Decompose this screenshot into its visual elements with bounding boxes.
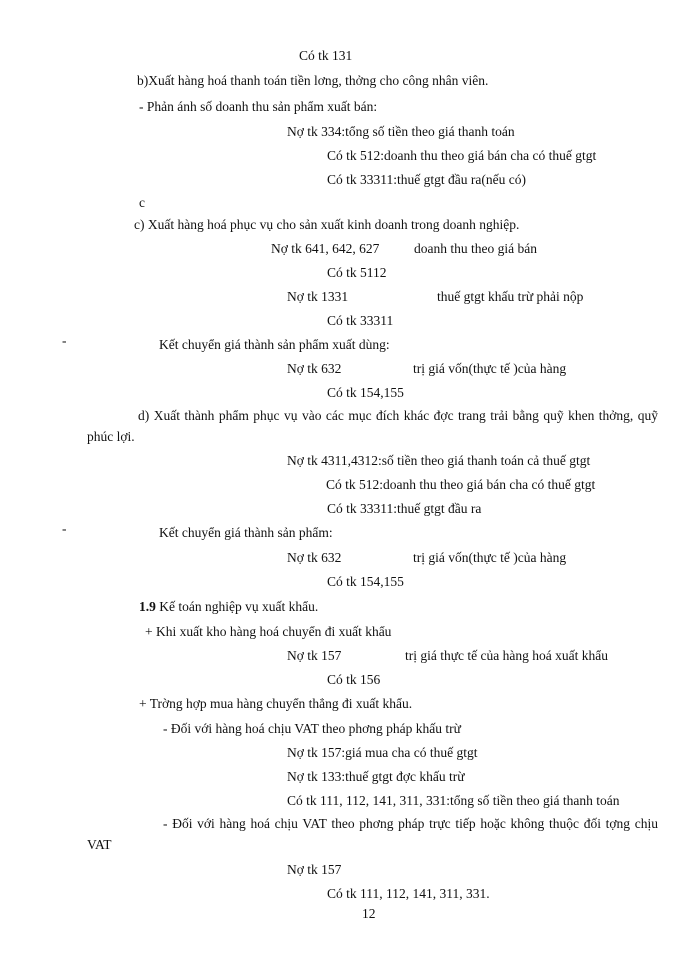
text-line: Nợ tk 157:giá mua cha có thuế gtgt — [287, 745, 478, 760]
text-line: Có tk 111, 112, 141, 311, 331. — [327, 886, 490, 901]
text-line: Có tk 512:doanh thu theo giá bán cha có thuế gtgt — [327, 148, 597, 163]
text-line: - Phản ánh số doanh thu sản phẩm xuất bán: — [139, 99, 378, 114]
text-line: Có tk 156 — [327, 672, 381, 687]
text-line: trị giá thực tế của hàng hoá xuất khẩu — [405, 648, 608, 663]
text-line: Nợ tk 4311,4312:số tiền theo giá thanh toán cả thuế gtgt — [287, 453, 591, 468]
text-line: + Khi xuất kho hàng hoá chuyển đi xuất khẩu — [145, 624, 392, 639]
text-line: Có tk 512:doanh thu theo giá bán cha có thuế gtgt — [326, 477, 596, 492]
text-line: + Trờng hợp mua hàng chuyển thẳng đi xuất khẩu. — [139, 696, 413, 711]
text-line: Nợ tk 157 — [287, 648, 342, 663]
section-number: 1.9 — [139, 599, 156, 614]
section-title: Kế toán nghiệp vụ xuất khẩu. — [155, 599, 319, 614]
paragraph: - Đối với hàng hoá chịu VAT theo phơng pháp trực tiếp hoặc không thuộc đối tợng chịu VAT — [87, 816, 658, 852]
text-line: Nợ tk 157 — [287, 862, 342, 877]
section-heading — [139, 599, 318, 615]
text-line: Nợ tk 641, 642, 627 — [271, 241, 380, 256]
text-line: Có tk 5112 — [327, 265, 387, 280]
text-line: Có tk 154,155 — [327, 574, 404, 589]
text-line: Kết chuyển giá thành sản phẩm: — [159, 525, 333, 540]
text-line: Nợ tk 632 — [287, 361, 342, 376]
page-number: 12 — [362, 906, 376, 921]
text-line: Kết chuyển giá thành sản phẩm xuất dùng: — [159, 337, 390, 352]
text-line: - Đối với hàng hoá chịu VAT theo phơng pháp khấu trừ — [163, 721, 461, 736]
text-line: Có tk 33311:thuế gtgt đầu ra — [327, 501, 482, 516]
text-line: Nợ tk 1331 — [287, 289, 349, 304]
text-line: b)Xuất hàng hoá thanh toán tiền lơng, thởng cho công nhân viên. — [137, 73, 489, 88]
text-line: Có tk 131 — [299, 48, 353, 63]
bullet-dash: - — [62, 333, 67, 348]
text-line: c — [139, 195, 145, 210]
text-line: Nợ tk 133:thuế gtgt đợc khấu trừ — [287, 769, 465, 784]
text-line: thuế gtgt khấu trừ phải nộp — [437, 289, 584, 304]
paragraph: d) Xuất thành phẩm phục vụ vào các mục đích khác đợc trang trải bằng quỹ khen thởng, quỹ phúc lợi. — [87, 408, 658, 444]
text-line: Có tk 154,155 — [327, 385, 404, 400]
text-line: Nợ tk 334:tổng số tiền theo giá thanh toán — [287, 124, 515, 139]
text-line: trị giá vốn(thực tế )của hàng — [413, 361, 567, 376]
bullet-dash: - — [62, 521, 67, 536]
text-line: Nợ tk 632 — [287, 550, 342, 565]
text-line: Có tk 111, 112, 141, 311, 331:tổng số tiền theo giá thanh toán — [287, 793, 620, 808]
text-line: Có tk 33311 — [327, 313, 394, 328]
text-line: doanh thu theo giá bán — [414, 241, 537, 256]
text-line: Có tk 33311:thuế gtgt đầu ra(nếu có) — [327, 172, 526, 187]
text-line: trị giá vốn(thực tế )của hàng — [413, 550, 567, 565]
text-line: c) Xuất hàng hoá phục vụ cho sản xuất kinh doanh trong doanh nghiệp. — [134, 217, 520, 232]
